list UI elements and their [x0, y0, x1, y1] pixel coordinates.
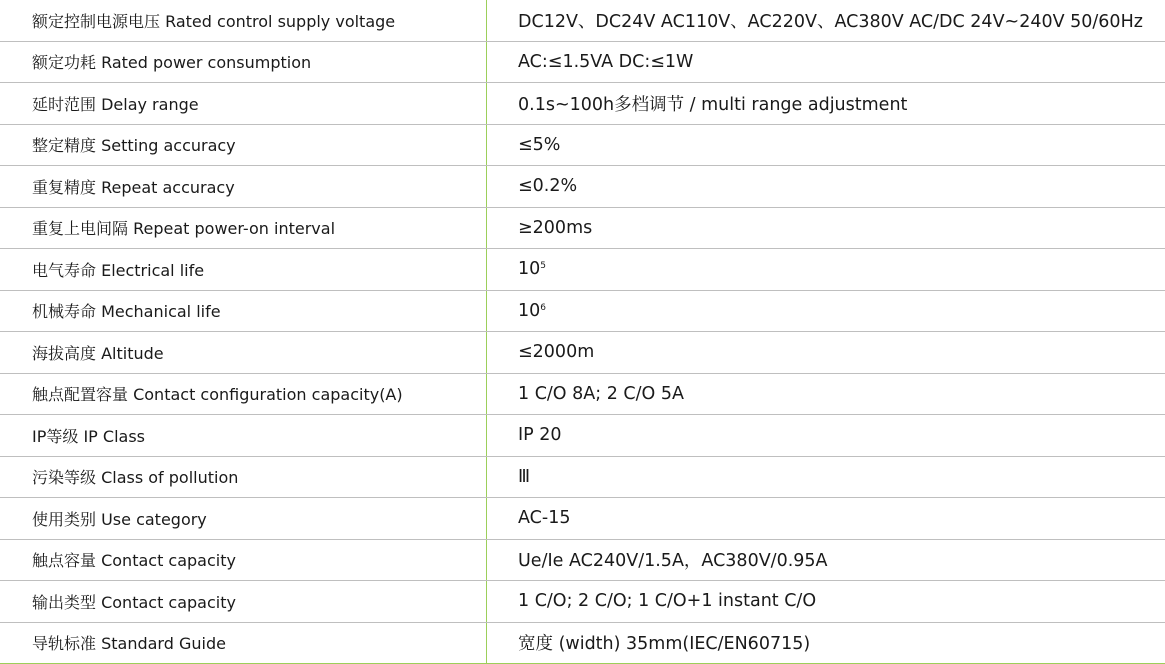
- table-row: [0, 623, 1165, 664]
- spec-label: 触点容量 Contact capacity: [0, 540, 487, 581]
- spec-value-base: 10: [518, 259, 541, 280]
- spec-label: 重复精度 Repeat accuracy: [0, 166, 487, 207]
- spec-value: [487, 291, 1165, 332]
- spec-value: IP 20: [518, 425, 562, 446]
- spec-label: 导轨标准 Standard Guide: [0, 623, 487, 664]
- spec-label: IP等级 IP Class: [0, 415, 487, 456]
- spec-label: 触点配置容量 Contact configuration capacity(A): [0, 374, 487, 415]
- spec-label: 使用类别 Use category: [0, 498, 487, 539]
- table-row: [0, 498, 1165, 540]
- spec-value: ≤5%: [518, 134, 561, 155]
- table-row: [0, 457, 1165, 499]
- spec-label: 重复上电间隔 Repeat power-on interval: [0, 208, 487, 249]
- table-row: [0, 166, 1165, 208]
- spec-value: ≤0.2%: [518, 176, 578, 197]
- spec-value: 1 C/O 8A; 2 C/O 5A: [518, 383, 684, 404]
- table-row: [0, 581, 1165, 623]
- table-row: [0, 540, 1165, 582]
- spec-value: AC-15: [518, 508, 571, 529]
- spec-label: 电气寿命 Electrical life: [0, 249, 487, 290]
- spec-label: 污染等级 Class of pollution: [0, 457, 487, 498]
- table-row: [0, 415, 1165, 457]
- spec-label: 额定控制电源电压 Rated control supply voltage: [0, 0, 487, 41]
- spec-value: ≤2000m: [518, 342, 595, 363]
- table-row: [0, 208, 1165, 250]
- spec-label: 整定精度 Setting accuracy: [0, 125, 487, 166]
- spec-label: 机械寿命 Mechanical life: [0, 291, 487, 332]
- spec-value: AC:≤1.5VA DC:≤1W: [518, 51, 694, 72]
- spec-value: 宽度 (width) 35mm(IEC/EN60715): [518, 634, 811, 655]
- table-row: [0, 42, 1165, 84]
- spec-label: 输出类型 Contact capacity: [0, 581, 487, 622]
- table-row: [0, 249, 1165, 291]
- spec-value: [487, 249, 1165, 290]
- spec-label: 额定功耗 Rated power consumption: [0, 42, 487, 83]
- table-row: [0, 125, 1165, 167]
- spec-value-exponent: 6: [540, 302, 547, 313]
- spec-value-exponent: 5: [540, 261, 547, 272]
- spec-label: 延时范围 Delay range: [0, 83, 487, 124]
- table-row: [0, 291, 1165, 333]
- spec-value: DC12V、DC24V AC110V、AC220V、AC380V AC/DC 24V~240V 50/60Hz: [518, 11, 1143, 32]
- spec-value: Ue/Ie AC240V/1.5A，AC380V/0.95A: [518, 551, 828, 572]
- spec-label: 海拔高度 Altitude: [0, 332, 487, 373]
- table-row: [0, 83, 1165, 125]
- spec-value: 1 C/O; 2 C/O; 1 C/O+1 instant C/O: [518, 591, 817, 612]
- spec-value: ≥200ms: [518, 217, 593, 238]
- spec-value: Ⅲ: [518, 466, 531, 487]
- table-row: [0, 332, 1165, 374]
- table-row: [0, 0, 1165, 42]
- table-row: [0, 374, 1165, 416]
- spec-value-base: 10: [518, 300, 541, 321]
- spec-value: 0.1s~100h多档调节 / multi range adjustment: [518, 94, 908, 115]
